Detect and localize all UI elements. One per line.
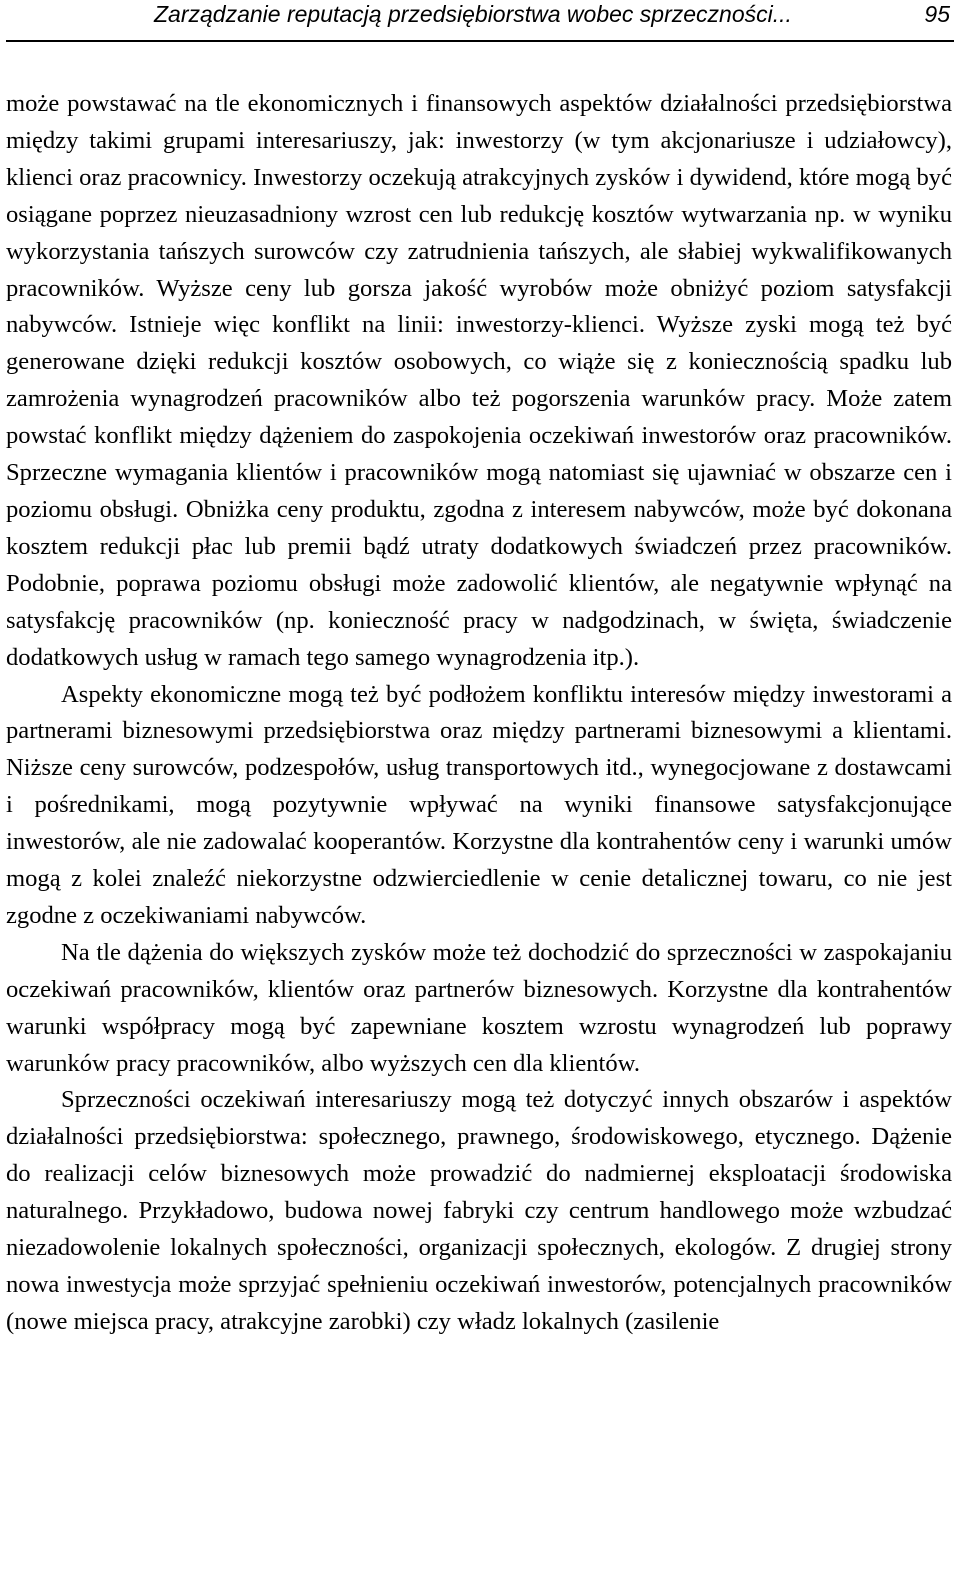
page-number: 95 xyxy=(924,1,950,27)
paragraph: Sprzeczności oczekiwań interesariuszy mogą też dotyczyć innych obszarów i aspektów działalności przedsiębiorstwa: społecznego, prawnego, środowiskowego, etycznego. Dążenie do realizacji celów biznesowych może prowadzić do nadmiernej eksploatacji środowiska naturalnego. Przykładowo, budowa nowej fabryki czy centrum handlowego może wzbudzać niezadowolenie lokalnych społeczności, organizacji społecznych, ekologów. Z drugiej strony nowa inwestycja może sprzyjać spełnieniu oczekiwań inwestorów, potencjalnych pracowników (nowe miejsca pracy, atrakcyjne zarobki) czy władz lokalnych (zasilenie xyxy=(6,1086,952,1335)
body-text xyxy=(6,86,952,1341)
header-title: Zarządzanie reputacją przedsiębiorstwa wobec sprzeczności... xyxy=(154,1,792,27)
paragraph: Aspekty ekonomiczne mogą też być podłożem konfliktu interesów między inwestorami a partnerami biznesowymi przedsiębiorstwa oraz między partnerami biznesowymi a klientami. Niższe ceny surowców, podzespołów, usług transportowych itd., wynegocjowane z dostawcami i pośrednikami, mogą pozytywnie wpływać na wyniki finansowe satysfakcjonujące inwestorów, ale nie zadowalać kooperantów. Korzystne dla kontrahentów ceny i warunki umów mogą z kolei znaleźć niekorzystne odzwierciedlenie w cenie detalicznej towaru, co nie jest zgodne z oczekiwaniami nabywców. xyxy=(6,680,952,929)
paragraph: Na tle dążenia do większych zysków może też dochodzić do sprzeczności w zaspokajaniu oczekiwań pracowników, klientów oraz partnerów biznesowych. Korzystne dla kontrahentów warunki współpracy mogą być zapewniane kosztem wzrostu wynagrodzeń lub poprawy warunków pracy pracowników, albo wyższych cen dla klientów. xyxy=(6,938,952,1077)
running-header xyxy=(6,0,954,42)
paragraph-continuation: może powstawać na tle ekonomicznych i finansowych aspektów działalności przedsiębiorstwa między takimi grupami interesariuszy, jak: inwestorzy (w tym akcjonariusze i udziałowcy), klienci oraz pracownicy. Inwestorzy oczekują atrakcyjnych zysków i dywidend, które mogą być osiągane poprzez nieuzasadniony wzrost cen lub redukcję kosztów wytwarzania np. w wyniku wykorzystania tańszych surowców czy zatrudnienia tańszych, ale słabiej wykwalifikowanych pracowników. Wyższe ceny lub gorsza jakość wyrobów może obniżyć poziom satysfakcji nabywców. Istnieje więc konflikt na linii: inwestorzy-klienci. Wyższe zyski mogą też być generowane dzięki redukcji kosztów osobowych, co wiąże się z koniecznością spadku lub zamrożenia wynagrodzeń pracowników albo też pogorszenia warunków pracy. Może zatem powstać konflikt między dążeniem do zaspokojenia oczekiwań inwestorów oraz pracowników. Sprzeczne wymagania klientów i pracowników mogą natomiast się ujawniać w obszarze cen i poziomu obsługi. Obniżka ceny produktu, zgodna z interesem nabywców, może być dokonana kosztem redukcji płac lub premii bądź utraty dodatkowych świadczeń przez pracowników. Podobnie, poprawa poziomu obsługi może zadowolić klientów, ale negatywnie wpłynąć na satysfakcję pracowników (np. konieczność pracy w nadgodzinach, w święta, świadczenie dodatkowych usług w ramach tego samego wynagrodzenia itp.). xyxy=(6,90,952,671)
